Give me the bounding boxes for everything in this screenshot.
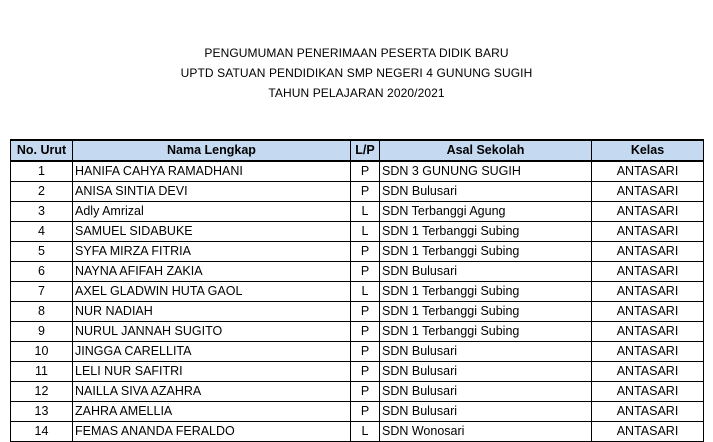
cell-asal: SDN Bulusari <box>380 402 592 422</box>
table-row <box>11 402 704 422</box>
cell-no: 1 <box>11 161 73 182</box>
cell-kelas: ANTASARI <box>592 242 704 262</box>
column-header-no: No. Urut <box>11 140 73 161</box>
cell-asal: SDN 1 Terbanggi Subing <box>380 282 592 302</box>
table-row <box>11 161 704 182</box>
cell-no: 10 <box>11 342 73 362</box>
column-header-asal: Asal Sekolah <box>380 140 592 161</box>
table-row <box>11 422 704 442</box>
cell-no: 2 <box>11 182 73 202</box>
column-header-kelas: Kelas <box>592 140 704 161</box>
table-body <box>11 161 704 442</box>
cell-nama: NAYNA AFIFAH ZAKIA <box>73 262 351 282</box>
cell-no: 9 <box>11 322 73 342</box>
cell-no: 3 <box>11 202 73 222</box>
cell-kelas: ANTASARI <box>592 422 704 442</box>
cell-no: 13 <box>11 402 73 422</box>
cell-nama: NAILLA SIVA AZAHRA <box>73 382 351 402</box>
cell-lp: P <box>351 382 380 402</box>
cell-no: 4 <box>11 222 73 242</box>
cell-kelas: ANTASARI <box>592 362 704 382</box>
cell-lp: P <box>351 262 380 282</box>
cell-kelas: ANTASARI <box>592 222 704 242</box>
student-table <box>10 139 704 442</box>
table-row <box>11 342 704 362</box>
cell-lp: P <box>351 161 380 182</box>
table-row <box>11 282 704 302</box>
cell-nama: ANISA SINTIA DEVI <box>73 182 351 202</box>
table-row <box>11 262 704 282</box>
cell-nama: NUR NADIAH <box>73 302 351 322</box>
cell-no: 8 <box>11 302 73 322</box>
cell-lp: P <box>351 322 380 342</box>
cell-nama: NURUL JANNAH SUGITO <box>73 322 351 342</box>
cell-asal: SDN Bulusari <box>380 182 592 202</box>
cell-kelas: ANTASARI <box>592 202 704 222</box>
cell-no: 6 <box>11 262 73 282</box>
cell-no: 11 <box>11 362 73 382</box>
table-header-row <box>11 140 704 161</box>
cell-lp: P <box>351 242 380 262</box>
cell-no: 7 <box>11 282 73 302</box>
cell-asal: SDN Wonosari <box>380 422 592 442</box>
table-row <box>11 202 704 222</box>
header-title: PENGUMUMAN PENERIMAAN PESERTA DIDIK BARU <box>204 46 509 60</box>
cell-nama: AXEL GLADWIN HUTA GAOL <box>73 282 351 302</box>
cell-asal: SDN 1 Terbanggi Subing <box>380 242 592 262</box>
cell-lp: P <box>351 182 380 202</box>
cell-nama: LELI NUR SAFITRI <box>73 362 351 382</box>
cell-lp: P <box>351 402 380 422</box>
cell-no: 5 <box>11 242 73 262</box>
cell-asal: SDN 1 Terbanggi Subing <box>380 322 592 342</box>
cell-lp: P <box>351 342 380 362</box>
cell-nama: ZAHRA AMELLIA <box>73 402 351 422</box>
cell-kelas: ANTASARI <box>592 182 704 202</box>
cell-lp: L <box>351 422 380 442</box>
cell-kelas: ANTASARI <box>592 342 704 362</box>
table-row <box>11 362 704 382</box>
cell-nama: FEMAS ANANDA FERALDO <box>73 422 351 442</box>
cell-asal: SDN Terbanggi Agung <box>380 202 592 222</box>
column-header-lp: L/P <box>351 140 380 161</box>
cell-nama: SYFA MIRZA FITRIA <box>73 242 351 262</box>
cell-asal: SDN 3 GUNUNG SUGIH <box>380 161 592 182</box>
cell-nama: Adly Amrizal <box>73 202 351 222</box>
table-row <box>11 382 704 402</box>
table-row <box>11 322 704 342</box>
cell-nama: JINGGA CARELLITA <box>73 342 351 362</box>
cell-asal: SDN Bulusari <box>380 342 592 362</box>
cell-nama: HANIFA CAHYA RAMADHANI <box>73 161 351 182</box>
cell-nama: SAMUEL SIDABUKE <box>73 222 351 242</box>
cell-asal: SDN 1 Terbanggi Subing <box>380 222 592 242</box>
table-row <box>11 182 704 202</box>
header-school: UPTD SATUAN PENDIDIKAN SMP NEGERI 4 GUNUNG SUGIH <box>180 66 533 80</box>
table-row <box>11 242 704 262</box>
cell-kelas: ANTASARI <box>592 382 704 402</box>
document-header <box>0 43 713 103</box>
cell-kelas: ANTASARI <box>592 161 704 182</box>
table-row <box>11 302 704 322</box>
cell-asal: SDN 1 Terbanggi Subing <box>380 302 592 322</box>
cell-kelas: ANTASARI <box>592 302 704 322</box>
cell-no: 12 <box>11 382 73 402</box>
cell-kelas: ANTASARI <box>592 282 704 302</box>
cell-lp: L <box>351 282 380 302</box>
table-row <box>11 222 704 242</box>
column-header-nama: Nama Lengkap <box>73 140 351 161</box>
table-header <box>11 140 704 161</box>
cell-kelas: ANTASARI <box>592 262 704 282</box>
cell-asal: SDN Bulusari <box>380 382 592 402</box>
header-year: TAHUN PELAJARAN 2020/2021 <box>268 86 445 100</box>
cell-kelas: ANTASARI <box>592 402 704 422</box>
cell-kelas: ANTASARI <box>592 322 704 342</box>
cell-no: 14 <box>11 422 73 442</box>
cell-asal: SDN Bulusari <box>380 262 592 282</box>
cell-lp: P <box>351 362 380 382</box>
cell-lp: L <box>351 222 380 242</box>
cell-lp: P <box>351 302 380 322</box>
cell-asal: SDN Bulusari <box>380 362 592 382</box>
cell-lp: L <box>351 202 380 222</box>
